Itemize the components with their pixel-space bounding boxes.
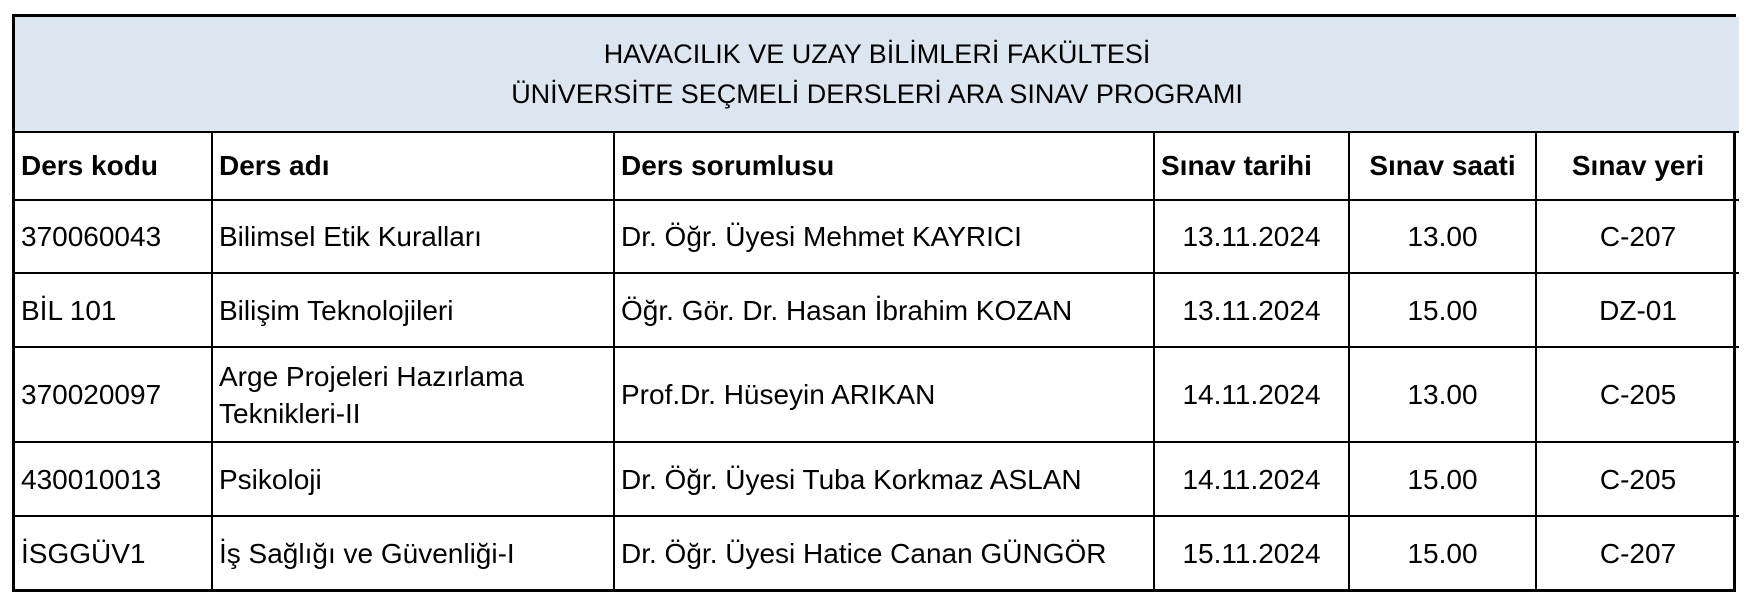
table-title	[15, 17, 1739, 132]
cell-name: Arge Projeleri Hazırlama Teknikleri-II	[212, 347, 614, 442]
exam-schedule-table	[15, 17, 1739, 589]
cell-room: C-205	[1536, 347, 1739, 442]
cell-time: 15.00	[1349, 516, 1536, 589]
cell-time: 15.00	[1349, 442, 1536, 516]
title-row	[15, 17, 1739, 132]
cell-instructor: Dr. Öğr. Üyesi Tuba Korkmaz ASLAN	[614, 442, 1154, 516]
title-line-program: ÜNİVERSİTE SEÇMELİ DERSLERİ ARA SINAV PROGRAMI	[511, 79, 1243, 110]
cell-instructor: Dr. Öğr. Üyesi Mehmet KAYRICI	[614, 200, 1154, 274]
cell-room: DZ-01	[1536, 273, 1739, 347]
cell-code: 370060043	[15, 200, 212, 274]
cell-instructor: Prof.Dr. Hüseyin ARIKAN	[614, 347, 1154, 442]
cell-room: C-207	[1536, 200, 1739, 274]
cell-instructor: Öğr. Gör. Dr. Hasan İbrahim KOZAN	[614, 273, 1154, 347]
cell-time: 13.00	[1349, 200, 1536, 274]
cell-name: Psikoloji	[212, 442, 614, 516]
table-row	[15, 442, 1739, 516]
cell-code: İSGGÜV1	[15, 516, 212, 589]
cell-date: 15.11.2024	[1154, 516, 1349, 589]
cell-date: 13.11.2024	[1154, 273, 1349, 347]
table-row	[15, 347, 1739, 442]
cell-name: Bilişim Teknolojileri	[212, 273, 614, 347]
column-header-name: Ders adı	[212, 132, 614, 200]
table-row	[15, 273, 1739, 347]
cell-instructor: Dr. Öğr. Üyesi Hatice Canan GÜNGÖR	[614, 516, 1154, 589]
cell-code: BİL 101	[15, 273, 212, 347]
cell-date: 14.11.2024	[1154, 347, 1349, 442]
cell-room: C-207	[1536, 516, 1739, 589]
column-header-code: Ders kodu	[15, 132, 212, 200]
table-row	[15, 200, 1739, 274]
cell-name: Bilimsel Etik Kuralları	[212, 200, 614, 274]
cell-time: 15.00	[1349, 273, 1536, 347]
cell-code: 430010013	[15, 442, 212, 516]
column-header-instructor: Ders sorumlusu	[614, 132, 1154, 200]
cell-date: 14.11.2024	[1154, 442, 1349, 516]
cell-code: 370020097	[15, 347, 212, 442]
cell-room: C-205	[1536, 442, 1739, 516]
title-line-faculty: HAVACILIK VE UZAY BİLİMLERİ FAKÜLTESİ	[603, 39, 1151, 70]
column-header-time: Sınav saati	[1349, 132, 1536, 200]
cell-date: 13.11.2024	[1154, 200, 1349, 274]
table-row	[15, 516, 1739, 589]
cell-time: 13.00	[1349, 347, 1536, 442]
column-header-room: Sınav yeri	[1536, 132, 1739, 200]
header-row	[15, 132, 1739, 200]
cell-name: İş Sağlığı ve Güvenliği-I	[212, 516, 614, 589]
column-header-date: Sınav tarihi	[1154, 132, 1349, 200]
exam-schedule-sheet	[12, 14, 1736, 592]
